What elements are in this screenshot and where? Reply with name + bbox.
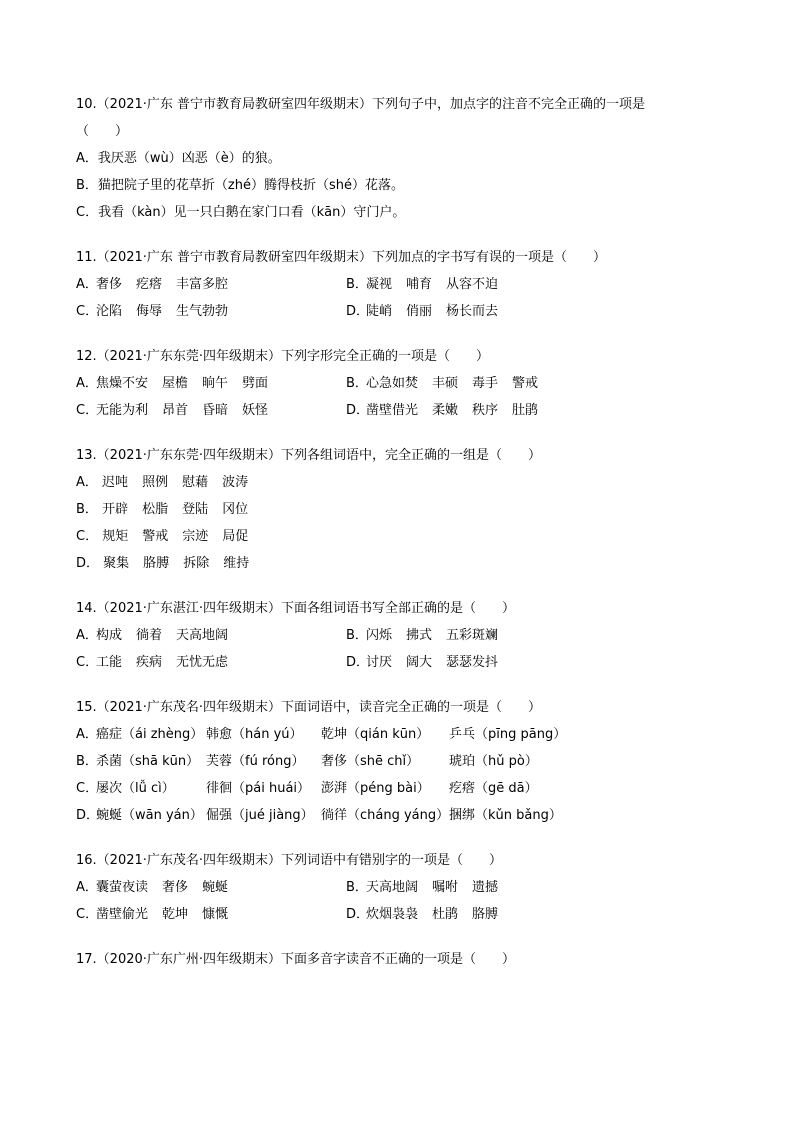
option-b: [76, 496, 736, 523]
question-stem: 10.（2021·广东 普宁市教育局教研室四年级期末）下列句子中，加点字的注音不完全正确的一项是: [76, 97, 646, 112]
option-row: [76, 649, 736, 676]
question-16: [76, 847, 736, 928]
option-label: A．: [76, 277, 98, 292]
word: 凝视: [366, 277, 393, 292]
question-stem: 16.（2021·广东茂名·四年级期末）下列词语中有错别字的一项是（ ）: [76, 853, 503, 868]
option-a: [76, 271, 346, 298]
word: 慰藉: [182, 475, 209, 490]
word: 蜿蜒（wān yán）: [96, 808, 203, 823]
word: 倔强（jué jiàng）: [206, 808, 314, 823]
option-label: A．: [76, 376, 98, 391]
option-label: D．: [346, 907, 370, 922]
option-label: D．: [76, 556, 100, 571]
option-c: [76, 901, 346, 928]
word: 俏丽: [406, 304, 433, 319]
question-11: [76, 244, 736, 325]
word: 疾病: [136, 655, 163, 670]
word: 瑟瑟发抖: [446, 655, 499, 670]
word: 徘徊（pái huái）: [206, 781, 311, 796]
option-d: [346, 298, 726, 325]
option-c: [76, 649, 346, 676]
word: 无忧无虑: [176, 655, 229, 670]
word: 杀菌（shā kūn）: [96, 754, 200, 769]
word: 闪烁: [366, 628, 393, 643]
word: 屡次（lǚ cì）: [96, 781, 175, 796]
word: 规矩: [102, 529, 129, 544]
option-label: B．: [76, 754, 98, 769]
option-label: B．: [346, 880, 368, 895]
word: 维持: [223, 556, 250, 571]
word: 毒手: [472, 376, 499, 391]
word: 澎湃（péng bài）: [321, 781, 430, 796]
word: 侮辱: [136, 304, 163, 319]
option-b: [346, 874, 726, 901]
word: 心急如焚: [366, 376, 419, 391]
question-stem: 14.（2021·广东湛江·四年级期末）下面各组词语书写全部正确的是（ ）: [76, 601, 516, 616]
word: 警戒: [512, 376, 539, 391]
word: 构成: [96, 628, 123, 643]
option-row: [76, 901, 736, 928]
word: 胳膊: [143, 556, 170, 571]
word: 嘱咐: [432, 880, 459, 895]
option-row: [76, 622, 736, 649]
option-label: A．: [76, 727, 98, 742]
word: 宗迹: [182, 529, 209, 544]
word: 迟吨: [102, 475, 129, 490]
option-label: D．: [346, 403, 370, 418]
option-c: [76, 199, 736, 226]
option-label: A．: [76, 151, 98, 166]
word: 胳膊: [472, 907, 499, 922]
word: 琥珀（hǔ pò）: [449, 754, 538, 769]
question-17: [76, 946, 736, 973]
word: 天高地阔: [176, 628, 229, 643]
word: 聚集: [103, 556, 130, 571]
word: 哺育: [406, 277, 433, 292]
option-label: A．: [76, 628, 98, 643]
option-label: C．: [76, 781, 99, 796]
option-text: 我厌恶（wù）凶恶（è）的狼。: [97, 151, 281, 166]
word: 陡峭: [366, 304, 393, 319]
word: 冈位: [222, 502, 249, 517]
question-stem: 12.（2021·广东东莞·四年级期末）下列字形完全正确的一项是（ ）: [76, 349, 490, 364]
question-10: [76, 91, 736, 226]
word: 丰硕: [432, 376, 459, 391]
option-label: B．: [346, 628, 368, 643]
option-a: [76, 145, 736, 172]
option-c: [76, 298, 346, 325]
word: 局促: [222, 529, 249, 544]
option-d: [346, 901, 726, 928]
option-a: [76, 721, 736, 748]
option-b: [346, 622, 726, 649]
option-label: B．: [76, 178, 98, 193]
word: 癌症（ái zhèng）: [96, 727, 204, 742]
option-label: B．: [346, 277, 368, 292]
word: 劈面: [242, 376, 269, 391]
option-d: [76, 550, 736, 577]
word: 讨厌: [366, 655, 393, 670]
option-b: [346, 271, 726, 298]
option-label: C．: [76, 205, 99, 220]
word: 疙瘩: [136, 277, 163, 292]
option-row: [76, 874, 736, 901]
word: 登陆: [182, 502, 209, 517]
word: 凿壁借光: [366, 403, 419, 418]
option-label: C．: [76, 529, 99, 544]
word: 波涛: [222, 475, 249, 490]
word: 炊烟袅袅: [366, 907, 419, 922]
option-label: D．: [346, 655, 370, 670]
option-text: 猫把院子里的花草折（zhé）腾得枝折（shé）花落。: [97, 178, 404, 193]
word: 芙蓉（fú róng）: [206, 754, 305, 769]
word: 慷慨: [202, 907, 229, 922]
word: 秩序: [472, 403, 499, 418]
word: 杨长而去: [446, 304, 499, 319]
option-label: A．: [76, 880, 98, 895]
word: 警戒: [142, 529, 169, 544]
word: 昂首: [162, 403, 189, 418]
word: 乾坤: [162, 907, 189, 922]
word: 奢侈（shē chǐ）: [321, 754, 420, 769]
word: 柔嫩: [432, 403, 459, 418]
option-row: [76, 370, 736, 397]
option-label: D．: [76, 808, 100, 823]
question-stem: 15.（2021·广东茂名·四年级期末）下面词语中，读音完全正确的一项是（ ）: [76, 700, 542, 715]
word: 肚鹃: [512, 403, 539, 418]
question-15: [76, 694, 736, 829]
word: 乾坤（qián kūn）: [321, 727, 430, 742]
question-12: [76, 343, 736, 424]
word: 遗撼: [472, 880, 499, 895]
option-c: [76, 523, 736, 550]
word: 凿壁偷光: [96, 907, 149, 922]
word: 乒乓（pīng pāng）: [449, 727, 567, 742]
answer-blank: （ ）: [76, 124, 129, 139]
question-stem: 13.（2021·广东东莞·四年级期末）下列各组词语中，完全正确的一组是（ ）: [76, 448, 542, 463]
word: 疙瘩（gē dā）: [449, 781, 538, 796]
option-c: [76, 775, 736, 802]
option-text: 我看（kàn）见一只白鹅在家门口看（kān）守门户。: [98, 205, 406, 220]
question-stem: 11.（2021·广东 普宁市教育局教研室四年级期末）下列加点的字书写有误的一项是（ ）: [76, 250, 607, 265]
word: 无能为利: [96, 403, 149, 418]
option-d: [346, 397, 726, 424]
word: 生气勃勃: [176, 304, 229, 319]
word: 天高地阔: [366, 880, 419, 895]
option-a: [76, 622, 346, 649]
word: 徜徉（cháng yáng）: [321, 808, 450, 823]
word: 松脂: [142, 502, 169, 517]
word: 屋檐: [162, 376, 189, 391]
option-c: [76, 397, 346, 424]
word: 昏暗: [202, 403, 229, 418]
word: 拆除: [183, 556, 210, 571]
question-14: [76, 595, 736, 676]
word: 捆绑（kǔn bǎng）: [449, 808, 562, 823]
option-a: [76, 469, 736, 496]
word: 工能: [96, 655, 123, 670]
option-row: [76, 397, 736, 424]
word: 韩愈（hán yú）: [206, 727, 303, 742]
word: 妖怪: [242, 403, 269, 418]
word: 焦燥不安: [96, 376, 149, 391]
option-row: [76, 271, 736, 298]
word: 开辟: [102, 502, 129, 517]
word: 囊萤夜读: [96, 880, 149, 895]
word: 阔大: [406, 655, 433, 670]
word: 晌午: [202, 376, 229, 391]
word: 蜿蜒: [202, 880, 229, 895]
question-13: [76, 442, 736, 577]
word: 丰富多腔: [176, 277, 229, 292]
word: 杜鹃: [432, 907, 459, 922]
option-a: [76, 874, 346, 901]
option-d: [76, 802, 736, 829]
option-a: [76, 370, 346, 397]
option-d: [346, 649, 726, 676]
option-label: D．: [346, 304, 370, 319]
word: 从容不迫: [446, 277, 499, 292]
word: 照例: [142, 475, 169, 490]
word: 徜着: [136, 628, 163, 643]
option-label: C．: [76, 655, 99, 670]
option-row: [76, 298, 736, 325]
question-stem: 17.（2020·广东广州·四年级期末）下面多音字读音不正确的一项是（ ）: [76, 952, 516, 967]
word: 奢侈: [162, 880, 189, 895]
option-b: [76, 748, 736, 775]
word: 拂式: [406, 628, 433, 643]
option-label: C．: [76, 403, 99, 418]
option-label: C．: [76, 907, 99, 922]
option-b: [76, 172, 736, 199]
word: 奢侈: [96, 277, 123, 292]
option-label: C．: [76, 304, 99, 319]
option-label: B．: [76, 502, 98, 517]
word: 五彩斑斓: [446, 628, 499, 643]
option-label: A．: [76, 475, 98, 490]
option-label: B．: [346, 376, 368, 391]
exam-page: [76, 91, 736, 991]
word: 沦陷: [96, 304, 123, 319]
option-b: [346, 370, 726, 397]
